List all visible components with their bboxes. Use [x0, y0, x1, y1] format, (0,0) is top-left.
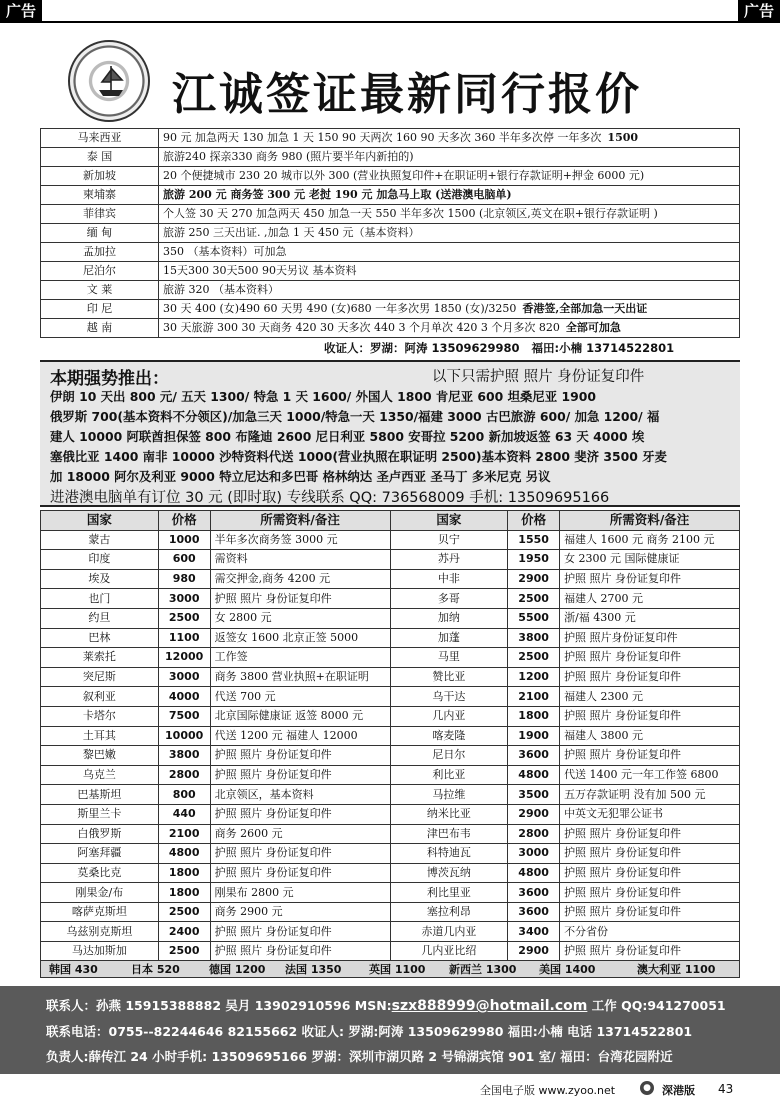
promo-line: 建人 10000 阿联酋担保签 800 布隆迪 2600 尼日利亚 5800 安哥拉 5200 新加坡返签 63 天 4000 埃 — [50, 429, 645, 444]
requirements: 半年多次商务签 3000 元 — [210, 530, 390, 550]
top-rule — [0, 21, 780, 23]
table-row — [41, 300, 740, 319]
country-name: 赤道几内亚 — [390, 922, 508, 942]
price: 2500 — [158, 902, 210, 922]
price: 1200 — [508, 667, 560, 687]
country-name: 赞比亚 — [390, 667, 508, 687]
country-name: 卡塔尔 — [41, 706, 159, 726]
table-row — [41, 922, 740, 942]
requirements: 护照 照片 身份证复印件 — [560, 902, 740, 922]
country-name: 菲律宾 — [41, 205, 159, 224]
asia-price-table — [40, 128, 740, 338]
agency-logo — [68, 40, 150, 122]
requirements: 护照 照片 身份证复印件 — [210, 804, 390, 824]
visa-info — [159, 205, 740, 224]
requirements: 护照 照片 身份证复印件 — [560, 746, 740, 766]
table-row — [41, 205, 740, 224]
requirements: 中英文无犯罪公证书 — [560, 804, 740, 824]
footer-edition: 深港版 — [662, 1084, 695, 1097]
country-name: 科特迪瓦 — [390, 844, 508, 864]
visa-info-text: 个人签 30 天 270 加急两天 450 加急一天 550 半年多次 1500 (北京领区,英文在职+银行存款证明 ) — [163, 207, 658, 220]
visa-info — [159, 167, 740, 186]
country-name: 贝宁 — [390, 530, 508, 550]
table-row — [41, 148, 740, 167]
country-name: 利比亚 — [390, 765, 508, 785]
price: 440 — [158, 804, 210, 824]
price: 4800 — [158, 844, 210, 864]
price: 3800 — [158, 746, 210, 766]
promo-line: 塞俄比亚 1400 南非 10000 沙特资料代送 1000(营业执照在职证明 2500)基本资料 2800 斐济 3500 牙麦 — [50, 449, 667, 464]
requirements: 需资料 — [210, 550, 390, 570]
table-row — [41, 608, 740, 628]
country-name: 马里 — [390, 648, 508, 668]
country-name: 乌克兰 — [41, 765, 159, 785]
visa-info — [159, 186, 740, 205]
requirements: 代送 1200 元 福建人 12000 — [210, 726, 390, 746]
promo-contact-line: 进港澳电脑单有订位 30 元 (即时取) 专线联系 QQ: 736568009 手机: 13509695166 — [50, 490, 610, 506]
requirements: 福建人 1600 元 商务 2100 元 — [560, 530, 740, 550]
table-row — [41, 186, 740, 205]
price: 2900 — [508, 804, 560, 824]
country-name: 巴林 — [41, 628, 159, 648]
column-header: 价格 — [158, 511, 210, 531]
visa-info-text: 90 元 加急两天 130 加急 1 天 150 90 天两次 160 90 天多次 360 半年多次停 一年多次 — [163, 131, 602, 144]
price: 4800 — [508, 863, 560, 883]
table-row — [41, 628, 740, 648]
visa-info-highlight: 香港签,全部加急一天出证 — [522, 302, 648, 315]
requirements: 护照 照片 身份证复印件 — [210, 922, 390, 942]
promo-line: 俄罗斯 700(基本资料不分领区)/加急三天 1000/特急一天 1350/福建 3000 古巴旅游 600/ 加急 1200/ 福 — [50, 409, 660, 424]
table-row — [41, 167, 740, 186]
requirements: 护照 照片 身份证复印件 — [210, 844, 390, 864]
country-name: 巴基斯坦 — [41, 785, 159, 805]
table-header-row — [41, 511, 740, 531]
ad-label-left: 广告 — [0, 0, 42, 22]
receiver-futian: 福田:小楠 13714522801 — [531, 341, 675, 355]
country-price-table — [40, 510, 740, 962]
bottom-price-item: 德国 1200 — [209, 963, 266, 976]
country-name: 喀萨克斯坦 — [41, 902, 159, 922]
requirements: 护照 照片 身份证复印件 — [210, 746, 390, 766]
country-name: 刚果金/布 — [41, 883, 159, 903]
requirements: 护照 照片 身份证复印件 — [560, 667, 740, 687]
visa-info — [159, 319, 740, 338]
requirements: 护照 照片 身份证复印件 — [560, 569, 740, 589]
country-name: 白俄罗斯 — [41, 824, 159, 844]
price: 2100 — [508, 687, 560, 707]
requirements: 护照 照片 身份证复印件 — [210, 765, 390, 785]
price: 800 — [158, 785, 210, 805]
country-name: 纳米比亚 — [390, 804, 508, 824]
country-name: 约旦 — [41, 608, 159, 628]
country-name: 马达加斯加 — [41, 942, 159, 962]
requirements: 护照 照片 身份证复印件 — [560, 844, 740, 864]
country-name: 斯里兰卡 — [41, 804, 159, 824]
requirements: 护照 照片 身份证复印件 — [560, 942, 740, 962]
country-name: 新加坡 — [41, 167, 159, 186]
requirements: 福建人 3800 元 — [560, 726, 740, 746]
requirements: 商务 2900 元 — [210, 902, 390, 922]
requirements: 北京领区，基本资料 — [210, 785, 390, 805]
visa-info-text: 旅游240 探亲330 商务 980 (照片要半年内新拍的) — [163, 150, 414, 163]
price: 7500 — [158, 706, 210, 726]
country-name: 尼泊尔 — [41, 262, 159, 281]
requirements: 护照 照片 身份证复印件 — [560, 706, 740, 726]
price: 3400 — [508, 922, 560, 942]
country-name: 加纳 — [390, 608, 508, 628]
requirements: 北京国际健康证 返签 8000 元 — [210, 706, 390, 726]
table-row — [41, 942, 740, 962]
country-name: 莫桑比克 — [41, 863, 159, 883]
price: 600 — [158, 550, 210, 570]
requirements: 护照 照片 身份证复印件 — [560, 863, 740, 883]
country-name: 莱索托 — [41, 648, 159, 668]
requirements: 福建人 2700 元 — [560, 589, 740, 609]
price: 2400 — [158, 922, 210, 942]
contact-line-2: 联系电话：0755--82244646 82155662 收证人: 罗湖:阿涛 13509629980 福田:小楠 电话 13714522801 — [46, 1024, 693, 1039]
requirements: 护照 照片身份证复印件 — [560, 628, 740, 648]
bottom-price-item: 韩国 430 — [49, 963, 98, 976]
table-row — [41, 648, 740, 668]
column-header: 所需资料/备注 — [210, 511, 390, 531]
price: 2800 — [158, 765, 210, 785]
page-title: 江诚签证最新同行报价 — [172, 69, 642, 120]
price: 980 — [158, 569, 210, 589]
country-name: 乌干达 — [390, 687, 508, 707]
contact-line-1: 联系人：孙燕 15915388882 吴月 13902910596 MSN:szx888999@hotmail.com 工作 QQ:941270051 — [46, 998, 726, 1014]
country-name: 越 南 — [41, 319, 159, 338]
country-name: 博茨瓦纳 — [390, 863, 508, 883]
bottom-price-bar — [40, 960, 740, 978]
requirements: 福建人 2300 元 — [560, 687, 740, 707]
visa-info-highlight: 全部可加急 — [565, 321, 621, 334]
requirements: 需交押金,商务 4200 元 — [210, 569, 390, 589]
table-row — [41, 550, 740, 570]
visa-info-text: 旅游 320 （基本资料） — [163, 283, 279, 296]
table-row — [41, 726, 740, 746]
country-name: 埃及 — [41, 569, 159, 589]
visa-info-text: 20 个便捷城市 230 20 城市以外 300 (营业执照复印件+在职证明+银行存款证明+押金 6000 元) — [163, 169, 645, 182]
price: 2500 — [158, 942, 210, 962]
country-name: 利比里亚 — [390, 883, 508, 903]
requirements: 护照 照片 身份证复印件 — [210, 589, 390, 609]
price: 1800 — [158, 863, 210, 883]
table-row — [41, 667, 740, 687]
requirements: 商务 3800 营业执照+在职证明 — [210, 667, 390, 687]
bottom-price-item: 澳大利亚 1100 — [637, 963, 716, 976]
country-name: 塞拉利昂 — [390, 902, 508, 922]
table-row — [41, 569, 740, 589]
price: 1000 — [158, 530, 210, 550]
country-name: 阿塞拜疆 — [41, 844, 159, 864]
price: 3600 — [508, 902, 560, 922]
requirements: 护照 照片 身份证复印件 — [210, 942, 390, 962]
requirements: 五万存款证明 没有加 500 元 — [560, 785, 740, 805]
visa-info — [159, 300, 740, 319]
country-name: 叙利亚 — [41, 687, 159, 707]
requirements: 女 2800 元 — [210, 608, 390, 628]
column-header: 国家 — [41, 511, 159, 531]
visa-info-text: 30 天旅游 300 30 天商务 420 30 天多次 440 3 个月单次 420 3 个月多次 820 — [163, 321, 560, 334]
country-name: 中非 — [390, 569, 508, 589]
requirements: 护照 照片 身份证复印件 — [210, 863, 390, 883]
requirements: 返签女 1600 北京正签 5000 — [210, 628, 390, 648]
ship-icon — [96, 64, 126, 98]
country-name: 加蓬 — [390, 628, 508, 648]
country-name: 蒙古 — [41, 530, 159, 550]
country-name: 印度 — [41, 550, 159, 570]
price: 2500 — [508, 648, 560, 668]
country-name: 突尼斯 — [41, 667, 159, 687]
page-footer — [0, 1075, 780, 1100]
price: 2500 — [158, 608, 210, 628]
table-row — [41, 281, 740, 300]
price: 2900 — [508, 942, 560, 962]
page-number: 43 — [718, 1082, 734, 1096]
requirements: 工作签 — [210, 648, 390, 668]
table-row — [41, 319, 740, 338]
table-row — [41, 824, 740, 844]
bottom-price-item: 日本 520 — [131, 963, 180, 976]
country-name: 多哥 — [390, 589, 508, 609]
table-row — [41, 863, 740, 883]
country-name: 马拉维 — [390, 785, 508, 805]
requirements: 女 2300 元 国际健康证 — [560, 550, 740, 570]
country-name: 文 莱 — [41, 281, 159, 300]
country-name: 泰 国 — [41, 148, 159, 167]
promo-box — [40, 360, 740, 507]
table-row — [41, 844, 740, 864]
table-row — [41, 883, 740, 903]
table-row — [41, 765, 740, 785]
visa-info — [159, 262, 740, 281]
requirements: 商务 2600 元 — [210, 824, 390, 844]
price: 1550 — [508, 530, 560, 550]
price: 2900 — [508, 569, 560, 589]
visa-info-text: 350 （基本资料）可加急 — [163, 245, 287, 258]
table-row — [41, 530, 740, 550]
column-header: 价格 — [508, 511, 560, 531]
table-row — [41, 706, 740, 726]
bottom-price-item: 美国 1400 — [539, 963, 596, 976]
table-row — [41, 224, 740, 243]
country-name: 缅 甸 — [41, 224, 159, 243]
requirements: 不分省份 — [560, 922, 740, 942]
price: 3800 — [508, 628, 560, 648]
price: 3000 — [508, 844, 560, 864]
country-name: 苏丹 — [390, 550, 508, 570]
price: 3600 — [508, 883, 560, 903]
table-row — [41, 902, 740, 922]
promo-line: 伊朗 10 天出 800 元/ 五天 1300/ 特急 1 天 1600/ 外国人 1800 肯尼亚 600 坦桑尼亚 1900 — [50, 389, 596, 404]
table-row — [41, 243, 740, 262]
visa-info-text: 30 天 400 (女)490 60 天男 490 (女)680 一年多次男 1850 (女)/3250 — [163, 302, 517, 315]
footer-site-label: 全国电子版 www.zyoo.net — [480, 1084, 616, 1097]
bottom-price-item: 英国 1100 — [369, 963, 426, 976]
visa-info-text: 旅游 200 元 商务签 300 元 老挝 190 元 加急马上取 (送港澳电脑单) — [163, 188, 512, 201]
price: 1800 — [158, 883, 210, 903]
price: 5500 — [508, 608, 560, 628]
country-name: 印 尼 — [41, 300, 159, 319]
country-name: 马来西亚 — [41, 129, 159, 148]
receiver-luohu: 收证人：罗湖：阿涛 13509629980 — [324, 341, 520, 355]
table-row — [41, 129, 740, 148]
footer-emblem-icon: ● — [640, 1081, 654, 1095]
visa-info — [159, 224, 740, 243]
table-row — [41, 589, 740, 609]
visa-info-text: 旅游 250 三天出证. ,加急 1 天 450 元（基本资料） — [163, 226, 420, 239]
country-name: 孟加拉 — [41, 243, 159, 262]
price: 1800 — [508, 706, 560, 726]
requirements: 护照 照片 身份证复印件 — [560, 648, 740, 668]
country-name: 几内亚比绍 — [390, 942, 508, 962]
visa-info-text: 15天300 30天500 90天另议 基本资料 — [163, 264, 357, 277]
price: 10000 — [158, 726, 210, 746]
requirements: 刚果布 2800 元 — [210, 883, 390, 903]
promo-heading-note: 以下只需护照 照片 身份证复印件 — [432, 369, 645, 385]
price: 3000 — [158, 667, 210, 687]
price: 3500 — [508, 785, 560, 805]
country-name: 也门 — [41, 589, 159, 609]
msn-email[interactable]: szx888999@hotmail.com — [391, 998, 588, 1014]
price: 3000 — [158, 589, 210, 609]
bottom-price-item: 新西兰 1300 — [449, 963, 517, 976]
column-header: 所需资料/备注 — [560, 511, 740, 531]
country-name: 乌兹别克斯坦 — [41, 922, 159, 942]
table-row — [41, 746, 740, 766]
table-row — [41, 687, 740, 707]
contact-panel — [0, 986, 780, 1074]
table-row — [41, 785, 740, 805]
country-name: 柬埔寨 — [41, 186, 159, 205]
visa-info — [159, 281, 740, 300]
country-name: 尼日尔 — [390, 746, 508, 766]
price: 2100 — [158, 824, 210, 844]
table-row — [41, 262, 740, 281]
bottom-price-item: 法国 1350 — [285, 963, 342, 976]
promo-line: 加 18000 阿尔及利亚 9000 特立尼达和多巴哥 格林纳达 圣卢西亚 圣马丁 多米尼克 另议 — [50, 469, 551, 484]
price: 3600 — [508, 746, 560, 766]
price: 4000 — [158, 687, 210, 707]
visa-info — [159, 129, 740, 148]
price: 1100 — [158, 628, 210, 648]
column-header: 国家 — [390, 511, 508, 531]
visa-info-highlight: 1500 — [607, 131, 639, 144]
visa-info — [159, 148, 740, 167]
receiver-line — [40, 340, 740, 360]
visa-info — [159, 243, 740, 262]
promo-heading: 本期强势推出： — [50, 369, 169, 389]
requirements: 护照 照片 身份证复印件 — [560, 883, 740, 903]
price: 2500 — [508, 589, 560, 609]
country-name: 几内亚 — [390, 706, 508, 726]
requirements: 代送 700 元 — [210, 687, 390, 707]
price: 1950 — [508, 550, 560, 570]
price: 1900 — [508, 726, 560, 746]
country-name: 土耳其 — [41, 726, 159, 746]
requirements: 浙/福 4300 元 — [560, 608, 740, 628]
country-name: 黎巴嫩 — [41, 746, 159, 766]
price: 12000 — [158, 648, 210, 668]
table-row — [41, 804, 740, 824]
requirements: 代送 1400 元一年工作签 6800 — [560, 765, 740, 785]
country-name: 津巴布韦 — [390, 824, 508, 844]
country-name: 喀麦隆 — [390, 726, 508, 746]
ad-label-right: 广告 — [738, 0, 780, 22]
price: 4800 — [508, 765, 560, 785]
price: 2800 — [508, 824, 560, 844]
contact-line-3: 负责人:薛传江 24 小时手机: 13509695166 罗湖：深圳市湖贝路 2 号锦湖宾馆 901 室/ 福田：台湾花园附近 — [46, 1049, 673, 1064]
requirements: 护照 照片 身份证复印件 — [560, 824, 740, 844]
